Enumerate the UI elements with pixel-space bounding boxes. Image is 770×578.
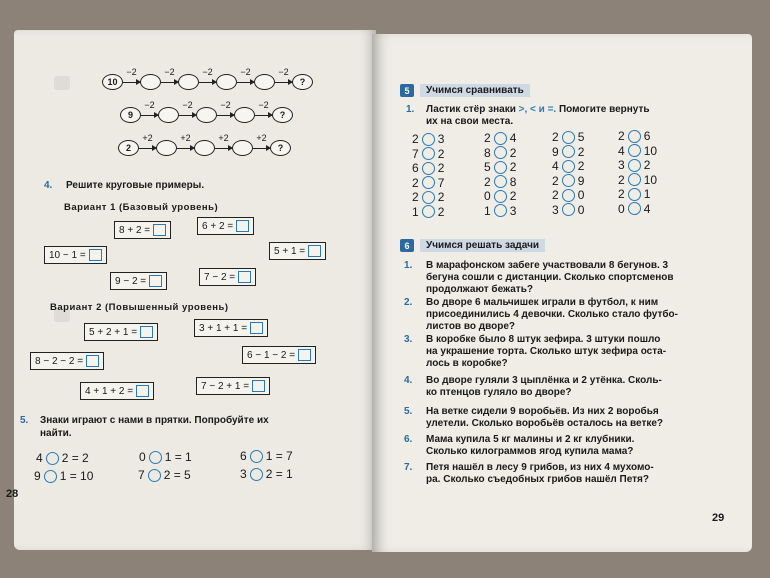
- example-box: 7 − 2 =: [199, 268, 256, 286]
- task-text-line: найти.: [40, 428, 72, 439]
- sign-example: 0 1 = 1: [139, 450, 192, 464]
- problem-text-line: Во дворе гуляли 3 цыплёнка и 2 утёнка. Сколь-: [426, 375, 662, 386]
- number-chain: [102, 67, 313, 90]
- example-box: 6 + 2 =: [197, 217, 254, 235]
- sign-example: 9 1 = 10: [34, 469, 94, 483]
- problem-text-line: на украшение торта. Сколько штук зефира оста-: [426, 346, 667, 357]
- task-number: 4.: [44, 180, 53, 191]
- problem-text-line: Сколько килограммов ягод купила мама?: [426, 446, 634, 457]
- example-box: 8 − 2 − 2 =: [30, 352, 104, 370]
- comparison-item: 2 1: [618, 187, 651, 201]
- chain-operation: −2: [240, 67, 251, 77]
- chain-start-value: 10: [102, 74, 123, 90]
- chain-empty-circle[interactable]: [194, 140, 215, 156]
- sign-slot[interactable]: [494, 190, 507, 203]
- variant-heading: Вариант 1 (Базовый уровень): [64, 202, 219, 213]
- sign-slot[interactable]: [494, 175, 507, 188]
- example-box: 4 + 1 + 2 =: [80, 382, 154, 400]
- chain-empty-circle[interactable]: [254, 74, 275, 90]
- section-badge: 6: [400, 239, 414, 252]
- chain-empty-circle[interactable]: [158, 107, 179, 123]
- comparison-item: 3 0: [552, 202, 585, 217]
- sign-slot[interactable]: [628, 144, 641, 157]
- problem-text-line: В марафонском забеге участвовали 8 бегунов. 3: [426, 260, 669, 271]
- sign-slot[interactable]: [562, 160, 575, 173]
- section-header: [400, 84, 530, 97]
- problem-text-line: ра. Сколько съедобных грибов нашёл Петя?: [426, 474, 649, 485]
- task-number: 1.: [406, 104, 415, 115]
- answer-field[interactable]: [140, 326, 153, 338]
- chain-end-value[interactable]: ?: [272, 107, 293, 123]
- comparison-item: 4 10: [618, 143, 658, 158]
- comparison-item: 5 2: [484, 160, 517, 174]
- task-number: 5.: [20, 415, 29, 426]
- problem-number: 3.: [404, 334, 413, 345]
- sign-slot[interactable]: [628, 173, 641, 186]
- comparison-item: 2 9: [552, 173, 585, 188]
- chain-end-value[interactable]: ?: [270, 140, 291, 156]
- chain-arrow: [141, 100, 158, 122]
- answer-field[interactable]: [89, 249, 102, 261]
- answer-field[interactable]: [298, 349, 311, 361]
- answer-field[interactable]: [153, 224, 166, 236]
- sign-slot[interactable]: [628, 188, 641, 201]
- chain-empty-circle[interactable]: [216, 74, 237, 90]
- example-box: 9 − 2 =: [110, 272, 167, 290]
- answer-field[interactable]: [149, 275, 162, 287]
- chain-operation: −2: [258, 100, 269, 110]
- section-badge: 5: [400, 84, 414, 97]
- chain-operation: +2: [142, 133, 153, 143]
- sign-slot[interactable]: [628, 202, 641, 215]
- comparison-item: 2 10: [618, 172, 658, 187]
- sign-slot[interactable]: [149, 451, 162, 464]
- chain-empty-circle[interactable]: [234, 107, 255, 123]
- problem-text-line: Петя нашёл в лесу 9 грибов, из них 4 мухомо-: [426, 462, 654, 473]
- problem-text-line: бегуна сошли с дистанции. Сколько спортсменов: [426, 272, 674, 283]
- chain-operation: +2: [180, 133, 191, 143]
- chain-arrow: [255, 100, 272, 122]
- problem-text-line: На ветке сидели 9 воробьёв. Из них 2 воробья: [426, 406, 659, 417]
- sign-example: 6 1 = 7: [240, 449, 293, 463]
- chain-empty-circle[interactable]: [140, 74, 161, 90]
- answer-field[interactable]: [136, 385, 149, 397]
- task-text-line: Ластик стёр знаки >, < и =. Помогите вернуть: [426, 104, 650, 115]
- chain-arrow: [275, 67, 292, 89]
- chain-arrow: [179, 100, 196, 122]
- problem-text-line: Мама купила 5 кг малины и 2 кг клубники.: [426, 434, 635, 445]
- answer-field[interactable]: [250, 322, 263, 334]
- sign-slot[interactable]: [494, 161, 507, 174]
- problem-text-line: ко птенцов гуляло во дворе?: [426, 387, 572, 398]
- sign-slot[interactable]: [422, 133, 435, 146]
- sign-slot[interactable]: [46, 452, 59, 465]
- problem-text-line: Во дворе 6 мальчишек играли в футбол, к ним: [426, 297, 659, 308]
- example-box: 3 + 1 + 1 =: [194, 319, 268, 337]
- sign-slot[interactable]: [422, 191, 435, 204]
- example-box: 7 − 2 + 1 =: [196, 377, 270, 395]
- answer-field[interactable]: [252, 380, 265, 392]
- sign-slot[interactable]: [250, 450, 263, 463]
- example-box: 8 + 2 =: [114, 221, 171, 239]
- comparison-item: 6 2: [412, 161, 445, 175]
- right-page: [372, 34, 752, 552]
- problem-number: 7.: [404, 462, 413, 473]
- answer-field[interactable]: [86, 355, 99, 367]
- sign-slot[interactable]: [562, 131, 575, 144]
- comparison-item: 4 2: [552, 159, 585, 173]
- problem-text-line: лось в коробке?: [426, 358, 508, 369]
- task-text-line: Знаки играют с нами в прятки. Попробуйте их: [40, 415, 269, 426]
- sign-slot[interactable]: [422, 205, 435, 218]
- sign-slot[interactable]: [250, 468, 263, 481]
- comparison-item: 2 2: [412, 190, 445, 204]
- sign-example: 3 2 = 1: [240, 467, 293, 481]
- page-number: 29: [712, 512, 725, 524]
- section-title: Учимся решать задачи: [420, 239, 545, 252]
- example-box: 5 + 2 + 1 =: [84, 323, 158, 341]
- chain-empty-circle[interactable]: [232, 140, 253, 156]
- problem-text-line: В коробке было 8 штук зефира. 3 штуки пошло: [426, 334, 661, 345]
- chain-operation: −2: [202, 67, 213, 77]
- page-number: 28: [6, 488, 19, 500]
- problem-number: 4.: [404, 375, 413, 386]
- answer-field[interactable]: [236, 220, 249, 232]
- comparison-item: 2 7: [412, 175, 445, 190]
- chain-empty-circle[interactable]: [196, 107, 217, 123]
- chain-operation: −2: [126, 67, 137, 77]
- example-box: 10 − 1 =: [44, 246, 107, 264]
- chain-arrow: [139, 133, 156, 155]
- answer-field[interactable]: [238, 271, 251, 283]
- sign-slot[interactable]: [148, 469, 161, 482]
- sign-slot[interactable]: [44, 470, 57, 483]
- chain-arrow: [199, 67, 216, 89]
- sign-slot[interactable]: [562, 145, 575, 158]
- chain-start-value: 9: [120, 107, 141, 123]
- number-chain: [118, 133, 291, 156]
- number-chain: [120, 100, 293, 123]
- chain-operation: −2: [182, 100, 193, 110]
- sign-slot[interactable]: [494, 132, 507, 145]
- example-box: 5 + 1 =: [269, 242, 326, 260]
- section-title: Учимся сравнивать: [420, 84, 530, 97]
- comparison-item: 2 6: [618, 129, 651, 143]
- problem-text-line: листов во дворе?: [426, 321, 516, 332]
- sign-slot[interactable]: [422, 162, 435, 175]
- sign-slot[interactable]: [562, 203, 575, 216]
- sign-slot[interactable]: [562, 174, 575, 187]
- chain-arrow: [177, 133, 194, 155]
- chain-empty-circle[interactable]: [178, 74, 199, 90]
- sign-slot[interactable]: [494, 204, 507, 217]
- sign-slot[interactable]: [422, 176, 435, 189]
- sign-slot[interactable]: [422, 147, 435, 160]
- problem-text-line: продолжают бежать?: [426, 284, 533, 295]
- comparison-item: 8 2: [484, 145, 517, 160]
- section-header: [400, 239, 545, 252]
- comparison-item: 0 2: [484, 189, 517, 203]
- task-text: Решите круговые примеры.: [66, 180, 205, 191]
- comparison-item: 2 4: [484, 131, 517, 145]
- problem-number: 2.: [404, 297, 413, 308]
- chain-end-value[interactable]: ?: [292, 74, 313, 90]
- comparison-item: 1 3: [484, 203, 517, 218]
- comparison-item: 2 0: [552, 188, 585, 202]
- problem-number: 1.: [404, 260, 413, 271]
- left-page: [6, 30, 376, 550]
- task-text-line: их на свои места.: [426, 116, 514, 127]
- comparison-item: 2 3: [412, 132, 445, 146]
- comparison-item: 0 4: [618, 201, 651, 216]
- comparison-item: 7 2: [412, 146, 445, 161]
- chain-empty-circle[interactable]: [156, 140, 177, 156]
- sign-slot[interactable]: [562, 189, 575, 202]
- sign-slot[interactable]: [494, 146, 507, 159]
- faded-badge: [54, 76, 70, 90]
- chain-arrow: [253, 133, 270, 155]
- answer-field[interactable]: [308, 245, 321, 257]
- chain-start-value: 2: [118, 140, 139, 156]
- problem-text-line: улетели. Сколько воробьёв осталось на ветке?: [426, 418, 664, 429]
- example-box: 6 − 1 − 2 =: [242, 346, 316, 364]
- variant-heading: Вариант 2 (Повышенный уровень): [50, 302, 229, 313]
- chain-operation: +2: [218, 133, 229, 143]
- sign-slot[interactable]: [628, 159, 641, 172]
- sign-example: 7 2 = 5: [138, 468, 191, 482]
- comparison-item: 1 2: [412, 204, 445, 219]
- chain-operation: −2: [220, 100, 231, 110]
- problem-number: 5.: [404, 406, 413, 417]
- chain-operation: +2: [256, 133, 267, 143]
- chain-arrow: [215, 133, 232, 155]
- chain-arrow: [237, 67, 254, 89]
- chain-arrow: [161, 67, 178, 89]
- chain-operation: −2: [164, 67, 175, 77]
- sign-slot[interactable]: [628, 130, 641, 143]
- problem-number: 6.: [404, 434, 413, 445]
- chain-arrow: [217, 100, 234, 122]
- chain-operation: −2: [278, 67, 289, 77]
- comparison-symbols: >, < и =.: [518, 104, 557, 115]
- comparison-item: 2 5: [552, 130, 585, 144]
- comparison-item: 3 2: [618, 158, 651, 172]
- chain-operation: −2: [144, 100, 155, 110]
- comparison-item: 2 8: [484, 174, 517, 189]
- problem-text-line: присоединились 4 девочки. Сколько стало футбо-: [426, 309, 678, 320]
- chain-arrow: [123, 67, 140, 89]
- comparison-item: 9 2: [552, 144, 585, 159]
- sign-example: 4 2 = 2: [36, 451, 89, 465]
